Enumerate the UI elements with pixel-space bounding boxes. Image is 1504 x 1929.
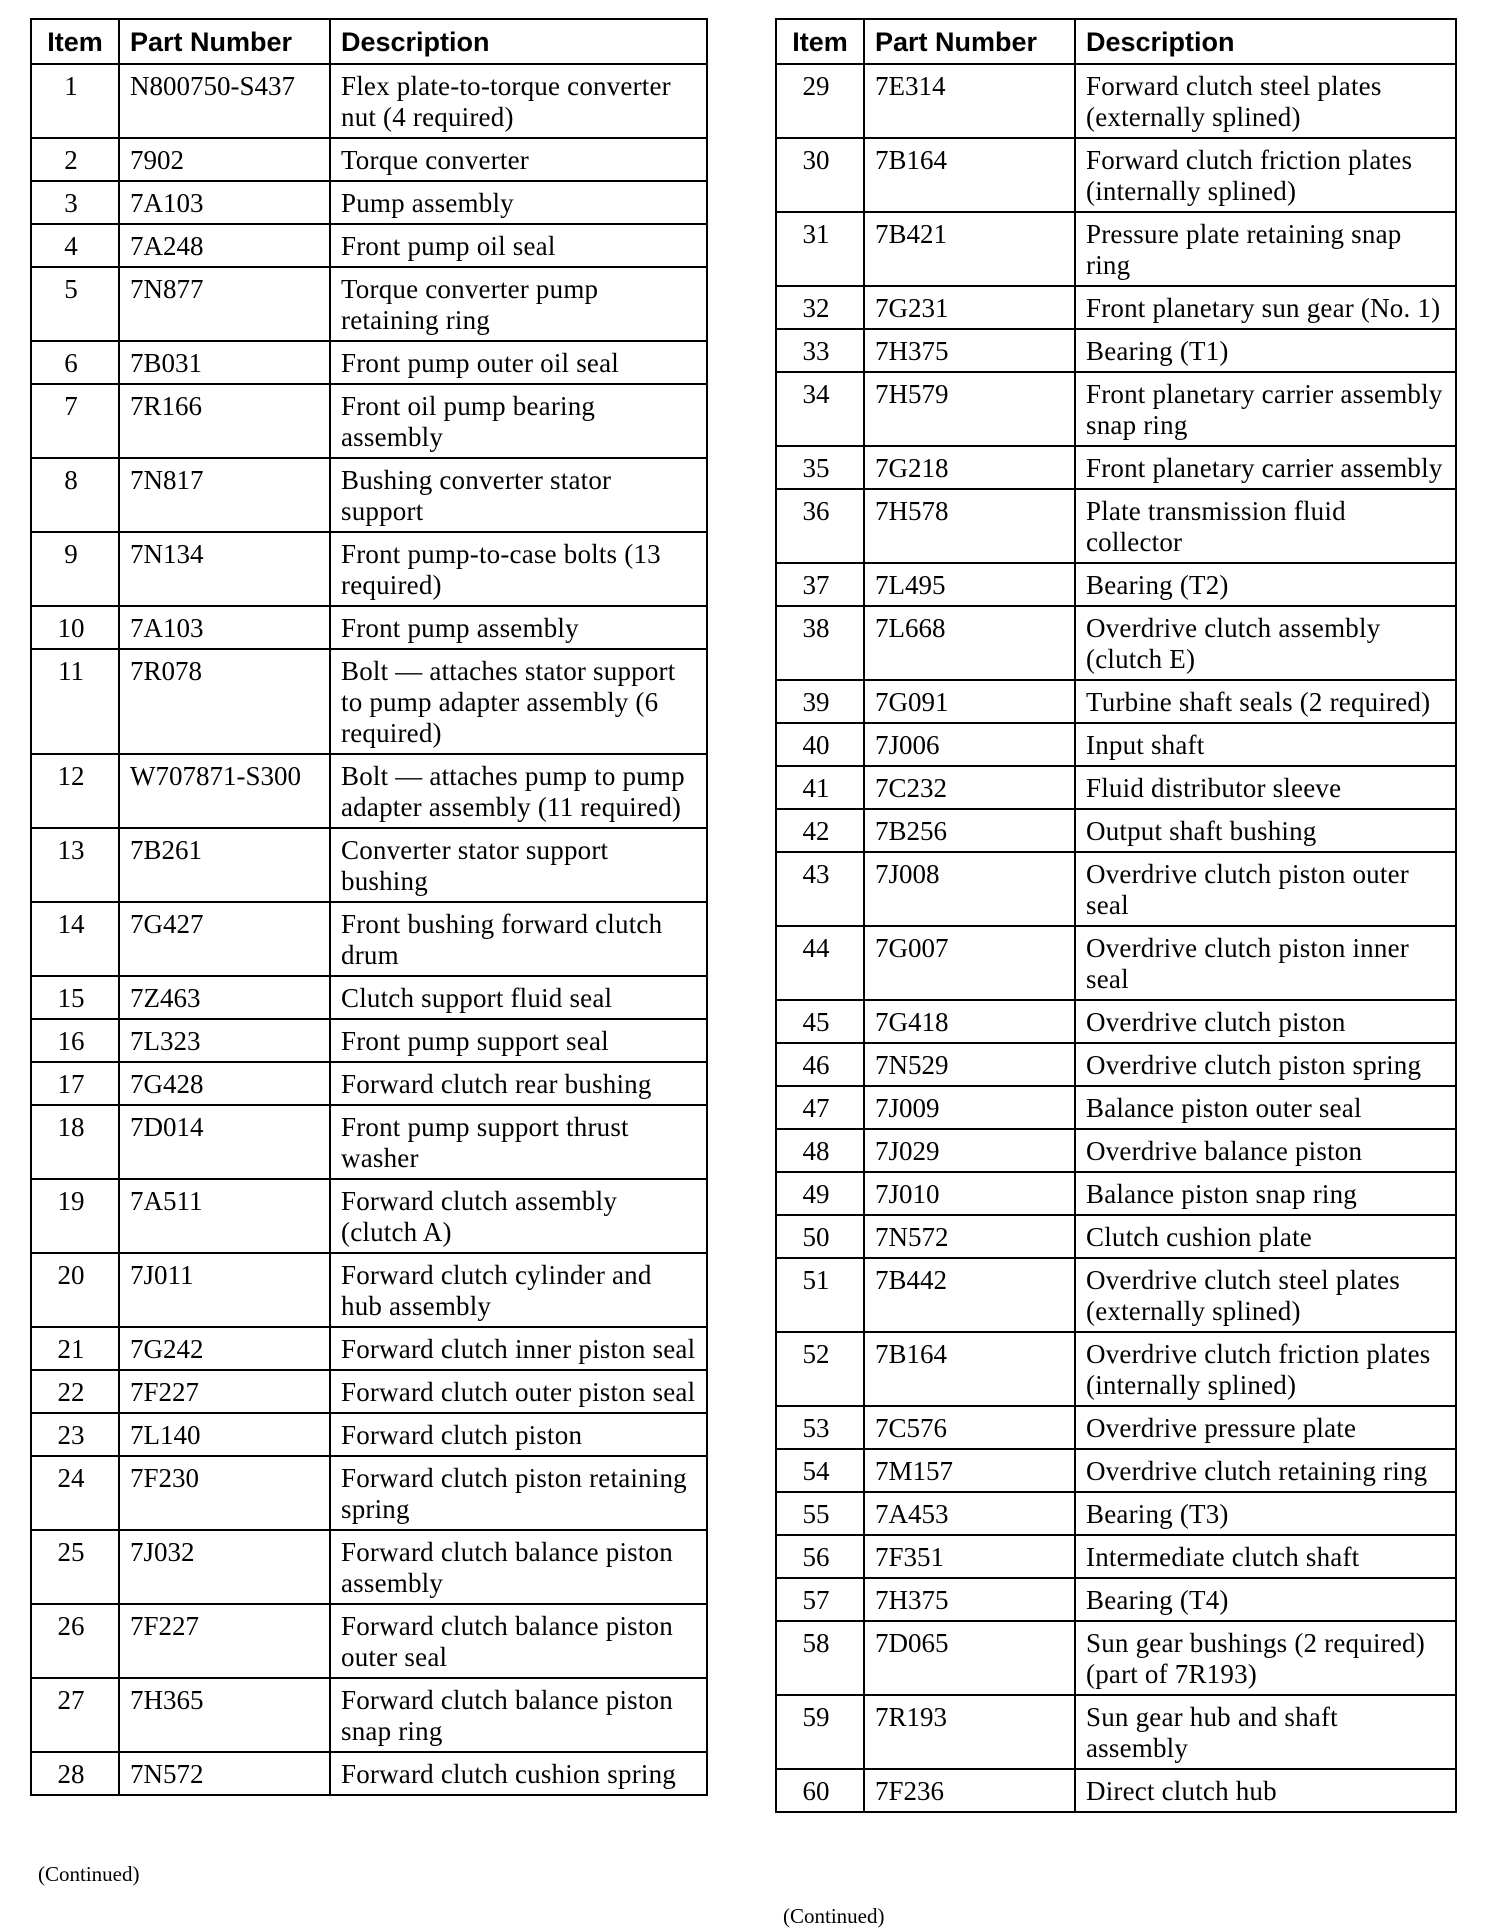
table-row — [776, 1492, 1456, 1535]
table-row — [776, 1578, 1456, 1621]
description-cell: Front pump support seal — [330, 1019, 707, 1062]
table-row — [31, 1179, 707, 1253]
description-cell: Forward clutch piston — [330, 1413, 707, 1456]
parts-table-left-body — [31, 64, 707, 1795]
item-number-cell: 52 — [776, 1332, 864, 1406]
description-cell: Clutch support fluid seal — [330, 976, 707, 1019]
part-number-cell: 7F230 — [119, 1456, 330, 1530]
item-number-cell: 47 — [776, 1086, 864, 1129]
table-row — [31, 1062, 707, 1105]
part-number-cell: 7B031 — [119, 341, 330, 384]
table-row — [31, 181, 707, 224]
description-cell: Forward clutch balance piston snap ring — [330, 1678, 707, 1752]
item-number-cell: 8 — [31, 458, 119, 532]
item-number-cell: 57 — [776, 1578, 864, 1621]
item-number-cell: 59 — [776, 1695, 864, 1769]
description-cell: Front pump outer oil seal — [330, 341, 707, 384]
table-row — [776, 286, 1456, 329]
part-number-cell: 7N529 — [864, 1043, 1075, 1086]
table-row — [31, 341, 707, 384]
description-cell: Front bushing forward clutch drum — [330, 902, 707, 976]
part-number-column-header: Part Number — [864, 19, 1075, 64]
description-cell: Forward clutch outer piston seal — [330, 1370, 707, 1413]
description-cell: Overdrive clutch steel plates (externally splined) — [1075, 1258, 1456, 1332]
table-row — [31, 532, 707, 606]
part-number-cell: 7H579 — [864, 372, 1075, 446]
part-number-cell: 7J011 — [119, 1253, 330, 1327]
description-cell: Front pump support thrust washer — [330, 1105, 707, 1179]
description-cell: Bushing converter stator support — [330, 458, 707, 532]
part-number-cell: 7L495 — [864, 563, 1075, 606]
part-number-cell: 7B261 — [119, 828, 330, 902]
table-row — [31, 754, 707, 828]
description-cell: Front oil pump bearing assembly — [330, 384, 707, 458]
part-number-cell: 7N877 — [119, 267, 330, 341]
part-number-cell: 7N817 — [119, 458, 330, 532]
table-row — [776, 809, 1456, 852]
part-number-cell: 7J032 — [119, 1530, 330, 1604]
description-cell: Front planetary carrier assembly snap ring — [1075, 372, 1456, 446]
table-row — [776, 723, 1456, 766]
item-number-cell: 38 — [776, 606, 864, 680]
item-number-cell: 7 — [31, 384, 119, 458]
description-cell: Torque converter — [330, 138, 707, 181]
table-row — [776, 680, 1456, 723]
table-row — [776, 563, 1456, 606]
item-number-cell: 1 — [31, 64, 119, 138]
part-number-cell: 7N572 — [119, 1752, 330, 1795]
item-number-cell: 45 — [776, 1000, 864, 1043]
table-row — [31, 1327, 707, 1370]
description-cell: Overdrive clutch piston — [1075, 1000, 1456, 1043]
table-row — [31, 649, 707, 754]
table-header-row — [31, 19, 707, 64]
item-number-cell: 2 — [31, 138, 119, 181]
description-cell: Bearing (T3) — [1075, 1492, 1456, 1535]
item-number-cell: 25 — [31, 1530, 119, 1604]
description-cell: Output shaft bushing — [1075, 809, 1456, 852]
table-row — [31, 1105, 707, 1179]
part-number-cell: N800750-S437 — [119, 64, 330, 138]
part-number-cell: 7C576 — [864, 1406, 1075, 1449]
description-cell: Flex plate-to-torque converter nut (4 required) — [330, 64, 707, 138]
part-number-cell: 7J006 — [864, 723, 1075, 766]
part-number-cell: 7G218 — [864, 446, 1075, 489]
table-row — [776, 1172, 1456, 1215]
table-row — [31, 1752, 707, 1795]
item-number-cell: 5 — [31, 267, 119, 341]
description-cell: Forward clutch inner piston seal — [330, 1327, 707, 1370]
table-row — [776, 212, 1456, 286]
description-cell: Forward clutch steel plates (externally splined) — [1075, 64, 1456, 138]
part-number-cell: 7M157 — [864, 1449, 1075, 1492]
description-cell: Plate transmission fluid collector — [1075, 489, 1456, 563]
table-row — [776, 1769, 1456, 1812]
description-cell: Overdrive clutch retaining ring — [1075, 1449, 1456, 1492]
description-cell: Front planetary carrier assembly — [1075, 446, 1456, 489]
table-row — [776, 138, 1456, 212]
item-number-cell: 31 — [776, 212, 864, 286]
item-number-cell: 53 — [776, 1406, 864, 1449]
description-cell: Turbine shaft seals (2 required) — [1075, 680, 1456, 723]
table-row — [31, 1253, 707, 1327]
table-row — [31, 1413, 707, 1456]
description-cell: Overdrive clutch piston spring — [1075, 1043, 1456, 1086]
part-number-cell: 7D065 — [864, 1621, 1075, 1695]
description-cell: Intermediate clutch shaft — [1075, 1535, 1456, 1578]
part-number-cell: 7A511 — [119, 1179, 330, 1253]
part-number-cell: 7902 — [119, 138, 330, 181]
part-number-cell: 7N134 — [119, 532, 330, 606]
description-cell: Overdrive balance piston — [1075, 1129, 1456, 1172]
table-row — [776, 1406, 1456, 1449]
part-number-cell: 7A453 — [864, 1492, 1075, 1535]
description-cell: Clutch cushion plate — [1075, 1215, 1456, 1258]
description-cell: Front pump oil seal — [330, 224, 707, 267]
item-number-cell: 27 — [31, 1678, 119, 1752]
item-number-cell: 42 — [776, 809, 864, 852]
item-column-header: Item — [31, 19, 119, 64]
table-header-row — [776, 19, 1456, 64]
part-number-cell: 7G091 — [864, 680, 1075, 723]
item-number-cell: 60 — [776, 1769, 864, 1812]
parts-table-right-body — [776, 64, 1456, 1812]
table-row — [776, 446, 1456, 489]
part-number-cell: 7L323 — [119, 1019, 330, 1062]
description-column-header: Description — [1075, 19, 1456, 64]
item-number-cell: 4 — [31, 224, 119, 267]
item-number-cell: 18 — [31, 1105, 119, 1179]
description-cell: Forward clutch balance piston outer seal — [330, 1604, 707, 1678]
table-row — [31, 64, 707, 138]
item-number-cell: 41 — [776, 766, 864, 809]
item-number-cell: 26 — [31, 1604, 119, 1678]
item-number-cell: 43 — [776, 852, 864, 926]
table-row — [776, 1043, 1456, 1086]
description-cell: Front pump-to-case bolts (13 required) — [330, 532, 707, 606]
table-row — [31, 902, 707, 976]
description-cell: Overdrive clutch assembly (clutch E) — [1075, 606, 1456, 680]
description-cell: Torque converter pump retaining ring — [330, 267, 707, 341]
part-number-cell: 7H375 — [864, 1578, 1075, 1621]
description-cell: Front pump assembly — [330, 606, 707, 649]
table-row — [31, 828, 707, 902]
item-number-cell: 24 — [31, 1456, 119, 1530]
table-row — [776, 1449, 1456, 1492]
item-number-cell: 6 — [31, 341, 119, 384]
part-number-cell: 7B421 — [864, 212, 1075, 286]
description-cell: Forward clutch rear bushing — [330, 1062, 707, 1105]
item-number-cell: 46 — [776, 1043, 864, 1086]
table-row — [31, 1604, 707, 1678]
table-row — [31, 976, 707, 1019]
item-number-cell: 36 — [776, 489, 864, 563]
item-number-cell: 20 — [31, 1253, 119, 1327]
description-cell: Direct clutch hub — [1075, 1769, 1456, 1812]
table-row — [776, 64, 1456, 138]
part-number-cell: 7L668 — [864, 606, 1075, 680]
table-row — [31, 138, 707, 181]
part-number-cell: 7Z463 — [119, 976, 330, 1019]
table-row — [776, 1258, 1456, 1332]
description-cell: Balance piston snap ring — [1075, 1172, 1456, 1215]
table-row — [776, 372, 1456, 446]
part-number-column-header: Part Number — [119, 19, 330, 64]
part-number-cell: 7G428 — [119, 1062, 330, 1105]
part-number-cell: 7F236 — [864, 1769, 1075, 1812]
parts-table-right — [775, 18, 1457, 1813]
item-number-cell: 55 — [776, 1492, 864, 1535]
part-number-cell: 7F351 — [864, 1535, 1075, 1578]
description-cell: Overdrive clutch piston inner seal — [1075, 926, 1456, 1000]
table-row — [31, 606, 707, 649]
table-row — [776, 1215, 1456, 1258]
part-number-cell: 7G231 — [864, 286, 1075, 329]
table-row — [776, 1535, 1456, 1578]
part-number-cell: 7B164 — [864, 1332, 1075, 1406]
part-number-cell: 7N572 — [864, 1215, 1075, 1258]
table-row — [776, 489, 1456, 563]
description-cell: Forward clutch cushion spring — [330, 1752, 707, 1795]
part-number-cell: 7R166 — [119, 384, 330, 458]
table-row — [776, 766, 1456, 809]
description-cell: Input shaft — [1075, 723, 1456, 766]
description-cell: Balance piston outer seal — [1075, 1086, 1456, 1129]
table-row — [776, 606, 1456, 680]
item-number-cell: 11 — [31, 649, 119, 754]
part-number-cell: 7G427 — [119, 902, 330, 976]
part-number-cell: 7B164 — [864, 138, 1075, 212]
part-number-cell: 7L140 — [119, 1413, 330, 1456]
description-cell: Overdrive pressure plate — [1075, 1406, 1456, 1449]
description-cell: Overdrive clutch friction plates (internally splined) — [1075, 1332, 1456, 1406]
table-row — [31, 1530, 707, 1604]
description-cell: Forward clutch piston retaining spring — [330, 1456, 707, 1530]
table-row — [776, 852, 1456, 926]
part-number-cell: 7D014 — [119, 1105, 330, 1179]
description-cell: Converter stator support bushing — [330, 828, 707, 902]
description-column-header: Description — [330, 19, 707, 64]
item-number-cell: 44 — [776, 926, 864, 1000]
item-column-header: Item — [776, 19, 864, 64]
item-number-cell: 29 — [776, 64, 864, 138]
description-cell: Forward clutch friction plates (internally splined) — [1075, 138, 1456, 212]
description-cell: Sun gear bushings (2 required) (part of 7R193) — [1075, 1621, 1456, 1695]
continued-note-left: (Continued) — [38, 1862, 140, 1886]
table-row — [31, 1370, 707, 1413]
part-number-cell: 7F227 — [119, 1604, 330, 1678]
table-row — [31, 1019, 707, 1062]
item-number-cell: 13 — [31, 828, 119, 902]
description-cell: Pump assembly — [330, 181, 707, 224]
continued-note-right: (Continued) — [783, 1904, 885, 1928]
item-number-cell: 15 — [31, 976, 119, 1019]
description-cell: Fluid distributor sleeve — [1075, 766, 1456, 809]
item-number-cell: 54 — [776, 1449, 864, 1492]
part-number-cell: 7A248 — [119, 224, 330, 267]
item-number-cell: 28 — [31, 1752, 119, 1795]
table-row — [31, 458, 707, 532]
description-cell: Bolt — attaches pump to pump adapter assembly (11 required) — [330, 754, 707, 828]
description-cell: Bearing (T1) — [1075, 329, 1456, 372]
part-number-cell: 7F227 — [119, 1370, 330, 1413]
item-number-cell: 9 — [31, 532, 119, 606]
item-number-cell: 35 — [776, 446, 864, 489]
description-cell: Bearing (T2) — [1075, 563, 1456, 606]
item-number-cell: 16 — [31, 1019, 119, 1062]
item-number-cell: 39 — [776, 680, 864, 723]
item-number-cell: 14 — [31, 902, 119, 976]
part-number-cell: 7B256 — [864, 809, 1075, 852]
part-number-cell: 7G007 — [864, 926, 1075, 1000]
table-row — [31, 1678, 707, 1752]
description-cell: Overdrive clutch piston outer seal — [1075, 852, 1456, 926]
table-row — [31, 384, 707, 458]
table-row — [776, 1086, 1456, 1129]
description-cell: Forward clutch assembly (clutch A) — [330, 1179, 707, 1253]
description-cell: Sun gear hub and shaft assembly — [1075, 1695, 1456, 1769]
part-number-cell: 7E314 — [864, 64, 1075, 138]
table-row — [776, 1621, 1456, 1695]
table-row — [776, 1695, 1456, 1769]
item-number-cell: 21 — [31, 1327, 119, 1370]
table-row — [31, 224, 707, 267]
part-number-cell: 7J009 — [864, 1086, 1075, 1129]
item-number-cell: 32 — [776, 286, 864, 329]
part-number-cell: 7R078 — [119, 649, 330, 754]
table-row — [31, 1456, 707, 1530]
item-number-cell: 23 — [31, 1413, 119, 1456]
part-number-cell: 7G418 — [864, 1000, 1075, 1043]
description-cell: Bolt — attaches stator support to pump adapter assembly (6 required) — [330, 649, 707, 754]
part-number-cell: 7J029 — [864, 1129, 1075, 1172]
item-number-cell: 3 — [31, 181, 119, 224]
parts-table-left — [30, 18, 708, 1796]
item-number-cell: 56 — [776, 1535, 864, 1578]
part-number-cell: 7C232 — [864, 766, 1075, 809]
part-number-cell: 7B442 — [864, 1258, 1075, 1332]
description-cell: Forward clutch balance piston assembly — [330, 1530, 707, 1604]
item-number-cell: 22 — [31, 1370, 119, 1413]
part-number-cell: 7G242 — [119, 1327, 330, 1370]
part-number-cell: 7R193 — [864, 1695, 1075, 1769]
part-number-cell: 7H578 — [864, 489, 1075, 563]
item-number-cell: 33 — [776, 329, 864, 372]
table-row — [776, 1129, 1456, 1172]
item-number-cell: 58 — [776, 1621, 864, 1695]
table-row — [776, 926, 1456, 1000]
item-number-cell: 40 — [776, 723, 864, 766]
part-number-cell: W707871-S300 — [119, 754, 330, 828]
item-number-cell: 49 — [776, 1172, 864, 1215]
item-number-cell: 37 — [776, 563, 864, 606]
item-number-cell: 34 — [776, 372, 864, 446]
description-cell: Pressure plate retaining snap ring — [1075, 212, 1456, 286]
part-number-cell: 7A103 — [119, 181, 330, 224]
part-number-cell: 7J008 — [864, 852, 1075, 926]
item-number-cell: 12 — [31, 754, 119, 828]
item-number-cell: 50 — [776, 1215, 864, 1258]
part-number-cell: 7J010 — [864, 1172, 1075, 1215]
table-row — [776, 1332, 1456, 1406]
table-row — [776, 1000, 1456, 1043]
description-cell: Forward clutch cylinder and hub assembly — [330, 1253, 707, 1327]
part-number-cell: 7H375 — [864, 329, 1075, 372]
item-number-cell: 10 — [31, 606, 119, 649]
item-number-cell: 48 — [776, 1129, 864, 1172]
item-number-cell: 51 — [776, 1258, 864, 1332]
item-number-cell: 30 — [776, 138, 864, 212]
description-cell: Front planetary sun gear (No. 1) — [1075, 286, 1456, 329]
description-cell: Bearing (T4) — [1075, 1578, 1456, 1621]
part-number-cell: 7H365 — [119, 1678, 330, 1752]
table-row — [31, 267, 707, 341]
part-number-cell: 7A103 — [119, 606, 330, 649]
item-number-cell: 17 — [31, 1062, 119, 1105]
item-number-cell: 19 — [31, 1179, 119, 1253]
table-row — [776, 329, 1456, 372]
